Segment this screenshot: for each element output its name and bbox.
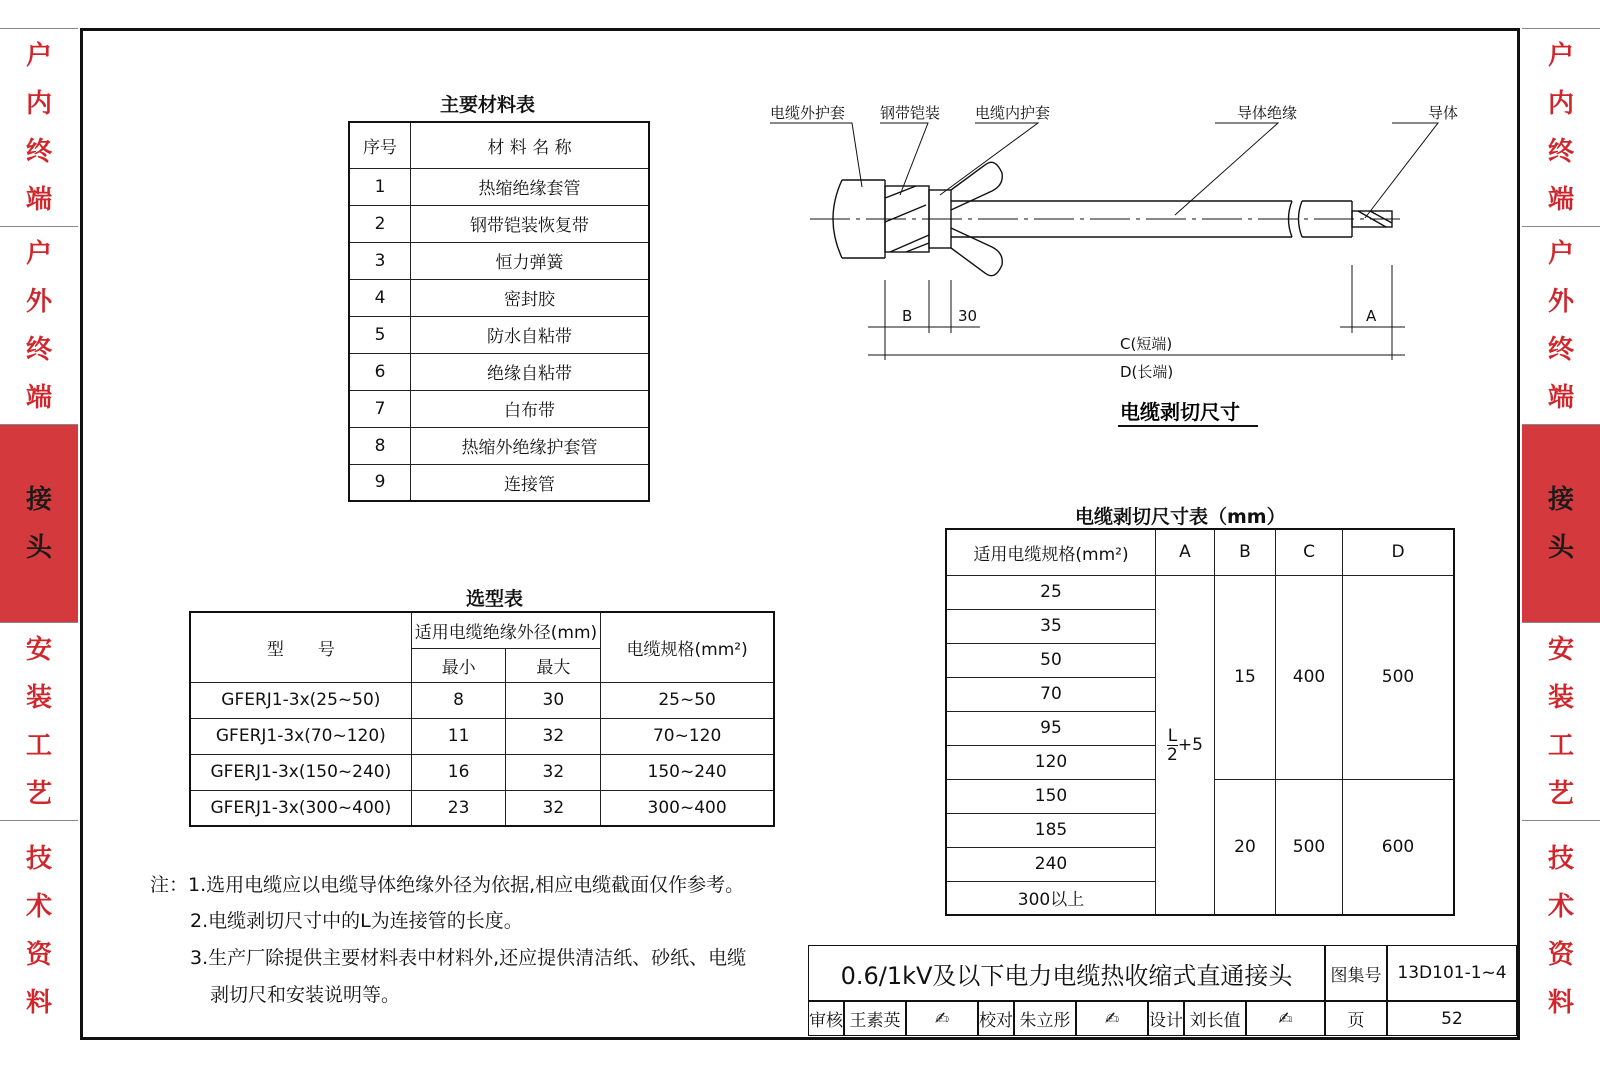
materials-cell-no: 7 (349, 390, 411, 427)
nav-label (1548, 835, 1574, 1027)
sel-cell-model: GFERJ1-3x(25~50) (190, 682, 411, 718)
materials-cell-name: 热缩外绝缘护套管 (411, 427, 650, 464)
design-label: 设计 (1148, 1001, 1184, 1036)
materials-cell-name: 防水自粘带 (411, 316, 650, 353)
strip-header-spec: 适用电缆规格(mm²) (946, 529, 1156, 575)
nav-char: 端 (1547, 185, 1574, 215)
nav-char: 户 (25, 239, 52, 269)
nav-char: 料 (25, 988, 52, 1018)
sel-cell-spec: 25~50 (601, 682, 774, 718)
nav-label (1548, 230, 1574, 422)
nav-tab-indoor[interactable] (0, 28, 78, 227)
nav-char: 终 (25, 137, 52, 167)
diagram-caption: 电缆剥切尺寸 (1120, 400, 1240, 424)
materials-row (349, 279, 649, 316)
strip-cell-spec: 185 (946, 813, 1156, 847)
materials-cell-name: 热缩绝缘套管 (411, 168, 650, 205)
label-steel-armor: 钢带铠装 (880, 104, 941, 122)
materials-cell-name: 绝缘自粘带 (411, 353, 650, 390)
label-inner-sheath: 电缆内护套 (975, 104, 1051, 122)
label-outer-sheath: 电缆外护套 (770, 104, 846, 122)
cable-strip-diagram (770, 95, 1480, 440)
strip-cell-c: 500 (1276, 779, 1343, 915)
nav-label (1548, 626, 1574, 818)
strip-table (945, 528, 1455, 916)
left-nav (0, 28, 78, 1040)
selection-table (189, 611, 775, 827)
materials-cell-name: 连接管 (411, 464, 650, 501)
materials-header-name: 材 料 名 称 (411, 122, 650, 168)
note-3a: 3.生产厂除提供主要材料表中材料外,还应提供清洁纸、砂纸、电缆 (190, 947, 747, 969)
nav-tab-install-right[interactable] (1522, 622, 1600, 821)
sel-cell-spec: 70~120 (601, 718, 774, 754)
sel-header-diam: 适用电缆绝缘外径(mm) (411, 612, 601, 648)
nav-char: 工 (1547, 731, 1574, 761)
nav-tab-joint-right[interactable] (1522, 424, 1600, 623)
label-insulation: 导体绝缘 (1237, 104, 1298, 122)
materials-cell-no: 3 (349, 242, 411, 279)
selection-row (190, 682, 774, 718)
nav-char: 户 (25, 41, 52, 71)
designer-signature: ✍ (1246, 1001, 1325, 1036)
nav-char: 艺 (25, 779, 52, 809)
page-label: 页 (1325, 1001, 1387, 1036)
checker-name: 朱立彤 (1014, 1001, 1076, 1036)
strip-cell-spec: 50 (946, 643, 1156, 677)
nav-char: 装 (25, 683, 52, 713)
sel-header-model: 型 号 (190, 612, 411, 682)
sel-cell-max: 32 (506, 718, 601, 754)
materials-row (349, 427, 649, 464)
dim-30: 30 (958, 307, 978, 325)
nav-label (26, 476, 52, 572)
title-block (808, 945, 1517, 1036)
strip-cell-spec: 300以上 (946, 881, 1156, 915)
nav-char: 头 (1547, 533, 1574, 563)
materials-row (349, 168, 649, 205)
materials-cell-name: 白布带 (411, 390, 650, 427)
materials-cell-name: 恒力弹簧 (411, 242, 650, 279)
note-3b: 剥切尺和安装说明等。 (210, 984, 401, 1006)
check-label: 校对 (978, 1001, 1014, 1036)
strip-cell-b: 20 (1215, 779, 1276, 915)
sel-cell-min: 16 (411, 754, 506, 790)
nav-label (26, 835, 52, 1027)
strip-cell-d: 500 (1343, 575, 1455, 779)
nav-char: 头 (25, 533, 52, 563)
nav-label (1548, 476, 1574, 572)
strip-row (946, 575, 1454, 609)
materials-cell-no: 5 (349, 316, 411, 353)
nav-char: 端 (25, 185, 52, 215)
nav-char: 终 (1547, 137, 1574, 167)
selection-row (190, 754, 774, 790)
nav-char: 资 (1547, 940, 1574, 970)
nav-char: 技 (25, 844, 52, 874)
checker-signature: ✍ (1076, 1001, 1148, 1036)
materials-row (349, 316, 649, 353)
dim-d: D(长端) (1120, 363, 1174, 381)
materials-row (349, 390, 649, 427)
strip-header-a: A (1156, 529, 1215, 575)
strip-cell-spec: 240 (946, 847, 1156, 881)
nav-char: 内 (1547, 89, 1574, 119)
sel-header-min: 最小 (411, 648, 506, 682)
strip-cell-c: 400 (1276, 575, 1343, 779)
nav-char: 终 (1547, 335, 1574, 365)
nav-char: 终 (25, 335, 52, 365)
nav-tab-outdoor[interactable] (0, 226, 78, 425)
strip-cell-spec: 70 (946, 677, 1156, 711)
nav-tab-indoor-right[interactable] (1522, 28, 1600, 227)
selection-row (190, 790, 774, 826)
reviewer-signature: ✍ (906, 1001, 978, 1036)
sel-cell-max: 30 (506, 682, 601, 718)
materials-cell-no: 1 (349, 168, 411, 205)
strip-header-b: B (1215, 529, 1276, 575)
nav-char: 接 (25, 485, 52, 515)
note-prefix: 注： (150, 874, 189, 896)
nav-char: 安 (25, 635, 52, 665)
nav-char: 工 (25, 731, 52, 761)
materials-header-no: 序号 (349, 122, 411, 168)
nav-label (26, 230, 52, 422)
a-denominator: 2 (1167, 744, 1178, 765)
strip-header-d: D (1343, 529, 1455, 575)
materials-cell-no: 6 (349, 353, 411, 390)
nav-char: 艺 (1547, 779, 1574, 809)
a-numerator: L (1167, 725, 1178, 746)
strip-cell-spec: 120 (946, 745, 1156, 779)
review-label: 审核 (808, 1001, 844, 1036)
nav-char: 接 (1547, 485, 1574, 515)
materials-row (349, 464, 649, 501)
atlas-label: 图集号 (1325, 945, 1387, 1001)
sel-header-max: 最大 (506, 648, 601, 682)
nav-tab-outdoor-right[interactable] (1522, 226, 1600, 425)
nav-tab-tech-right[interactable] (1522, 820, 1600, 1041)
sel-cell-spec: 150~240 (601, 754, 774, 790)
nav-char: 外 (25, 287, 52, 317)
strip-cell-b: 15 (1215, 575, 1276, 779)
note-text: 1.选用电缆应以电缆导体绝缘外径为依据,相应电缆截面仅作参考。 (188, 874, 745, 896)
strip-cell-d: 600 (1343, 779, 1455, 915)
designer-name: 刘长值 (1184, 1001, 1246, 1036)
nav-label (1548, 32, 1574, 224)
materials-table (348, 121, 650, 502)
materials-cell-no: 9 (349, 464, 411, 501)
core-branch-bottom (951, 228, 1002, 276)
materials-row (349, 353, 649, 390)
sel-header-spec: 电缆规格(mm²) (601, 612, 774, 682)
note-2: 2.电缆剥切尺寸中的L为连接管的长度。 (190, 910, 523, 932)
nav-char: 安 (1547, 635, 1574, 665)
right-nav (1522, 28, 1600, 1040)
nav-char: 料 (1547, 988, 1574, 1018)
strip-cell-spec: 35 (946, 609, 1156, 643)
materials-cell-no: 8 (349, 427, 411, 464)
nav-char: 装 (1547, 683, 1574, 713)
sel-cell-min: 8 (411, 682, 506, 718)
strip-cell-spec: 95 (946, 711, 1156, 745)
nav-tab-joint[interactable] (0, 424, 78, 623)
nav-char: 技 (1547, 844, 1574, 874)
nav-label (26, 626, 52, 818)
materials-cell-name: 密封胶 (411, 279, 650, 316)
atlas-number: 13D101-1~4 (1387, 945, 1517, 1001)
sel-cell-min: 23 (411, 790, 506, 826)
nav-tab-tech[interactable] (0, 820, 78, 1041)
a-suffix: +5 (1177, 735, 1203, 756)
nav-char: 端 (1547, 383, 1574, 413)
nav-char: 术 (1547, 892, 1574, 922)
sel-cell-min: 11 (411, 718, 506, 754)
strip-table-title: 电缆剥切尺寸表（mm） (1075, 506, 1286, 528)
selection-title: 选型表 (466, 588, 524, 610)
sel-cell-model: GFERJ1-3x(70~120) (190, 718, 411, 754)
drawing-title: 0.6/1kV及以下电力电缆热收缩式直通接头 (808, 945, 1325, 1001)
reviewer-name: 王素英 (844, 1001, 906, 1036)
materials-row (349, 242, 649, 279)
materials-row (349, 205, 649, 242)
nav-char: 端 (25, 383, 52, 413)
sel-cell-max: 32 (506, 754, 601, 790)
dim-b: B (902, 307, 913, 325)
core-branch-top (951, 162, 1002, 210)
nav-char: 外 (1547, 287, 1574, 317)
note-1 (150, 870, 744, 897)
label-conductor: 导体 (1428, 104, 1459, 122)
strip-cell-spec: 150 (946, 779, 1156, 813)
sel-cell-model: GFERJ1-3x(300~400) (190, 790, 411, 826)
materials-cell-no: 2 (349, 205, 411, 242)
sel-cell-model: GFERJ1-3x(150~240) (190, 754, 411, 790)
page-number: 52 (1387, 1001, 1517, 1036)
nav-label (26, 32, 52, 224)
materials-cell-name: 钢带铠装恢复带 (411, 205, 650, 242)
selection-row (190, 718, 774, 754)
nav-tab-install[interactable] (0, 622, 78, 821)
nav-char: 户 (1547, 41, 1574, 71)
materials-title: 主要材料表 (440, 94, 536, 116)
nav-char: 术 (25, 892, 52, 922)
nav-char: 资 (25, 940, 52, 970)
nav-char: 内 (25, 89, 52, 119)
dim-c: C(短端) (1120, 335, 1173, 353)
sel-cell-max: 32 (506, 790, 601, 826)
strip-cell-a (1156, 575, 1215, 915)
sel-cell-spec: 300~400 (601, 790, 774, 826)
strip-header-c: C (1276, 529, 1343, 575)
strip-cell-spec: 25 (946, 575, 1156, 609)
dim-a: A (1366, 307, 1377, 325)
materials-cell-no: 4 (349, 279, 411, 316)
nav-char: 户 (1547, 239, 1574, 269)
